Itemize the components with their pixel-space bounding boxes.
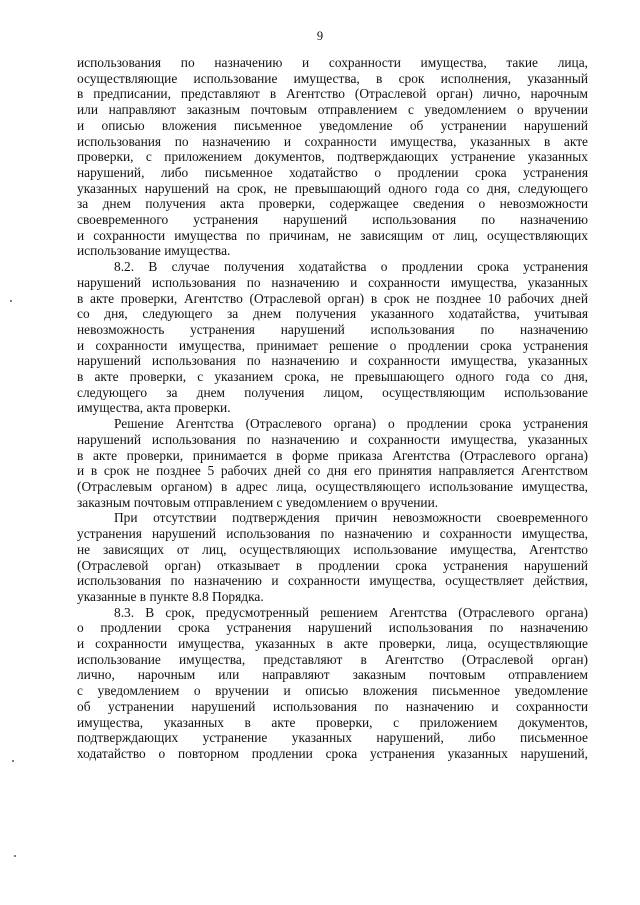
text-line: осуществляющие использование имущества, в срок исполнения, указанный xyxy=(77,70,588,86)
text-line: использование имущества, представляют в Агентство (Отраслевой орган) xyxy=(77,651,588,667)
text-line: и описью вложения письменное уведомление об устранении нарушений xyxy=(77,117,588,133)
text-line: о продлении срока устранения нарушений использования по назначению xyxy=(77,620,588,636)
text-line: в акте проверки, Агентство (Отраслевой орган) в срок не позднее 10 рабочих дней xyxy=(77,290,588,306)
text-line: или направляют заказным почтовым отправлением с уведомлением о вручении xyxy=(77,102,588,118)
text-line: устранения нарушений использования по назначению и сохранности имущества, xyxy=(77,526,588,542)
text-line: имущества, указанных в акте проверки, с приложением документов, xyxy=(77,714,588,730)
text-line: 8.2. В случае получения ходатайства о продлении срока устранения xyxy=(114,259,588,275)
text-line: При отсутствии подтверждения причин невозможности своевременного xyxy=(114,510,588,526)
text-line: в предписании, представляют в Агентство (Отраслевой орган) лично, нарочным xyxy=(77,86,588,102)
text-line: указанных нарушений на срок, не превышающий одного года со дня, следующего xyxy=(77,180,588,196)
paragraph-refusal xyxy=(77,510,588,604)
text-line: об устранении нарушений использования по назначению и сохранности xyxy=(77,698,588,714)
text-line: и сохранности имущества, принимает решение о продлении срока устранения xyxy=(77,337,588,353)
text-line: ходатайство о повторном продлении срока устранения указанных нарушений, xyxy=(77,745,588,761)
text-line: и в срок не позднее 5 рабочих дней со дня его принятия направляется Агентством xyxy=(77,463,588,479)
text-line: со дня, следующего за днем получения указанного ходатайства, учитывая xyxy=(77,306,588,322)
text-line: и сохранности имущества, указанных в акте проверки, лица, осуществляющие xyxy=(77,636,588,652)
text-line: подтверждающих устранение указанных нарушений, либо письменное xyxy=(77,730,588,746)
text-line: использование имущества. xyxy=(77,243,231,259)
text-line: с уведомлением о вручении и описью вложения письменное уведомление xyxy=(77,683,588,699)
text-line: (Отраслевой орган) отказывает в продлении срока устранения нарушений xyxy=(77,557,588,573)
text-line: использования по назначению и сохранности имущества, осуществляет действия, xyxy=(77,573,588,589)
text-line: нарушений, либо письменное ходатайство о продлении срока устранения xyxy=(77,164,588,180)
text-line: и сохранности имущества по причинам, не зависящим от лиц, осуществляющих xyxy=(77,227,588,243)
text-line: имущества, акта проверки. xyxy=(77,400,231,416)
paragraph-continuation xyxy=(77,55,588,259)
text-line: использования по назначению и сохранности имущества, такие лица, xyxy=(77,55,588,70)
paragraph-decision xyxy=(77,416,588,510)
scan-speck xyxy=(14,855,16,857)
text-line: следующего за днем получения лицом, осуществляющим использование xyxy=(77,384,588,400)
text-line: невозможность устранения нарушений использования по назначению xyxy=(77,321,588,337)
text-line: нарушений использования по назначению и сохранности имущества, указанных xyxy=(77,353,588,369)
paragraph-8-2 xyxy=(77,259,588,416)
document-body xyxy=(77,55,588,762)
text-line: в акте проверки, с указанием срока, не превышающего одного года со дня, xyxy=(77,369,588,385)
text-line: (Отраслевым органом) в адрес лица, осуществляющего использование имущества, xyxy=(77,478,588,494)
paragraph-8-3 xyxy=(77,605,588,762)
text-line: не зависящих от лиц, осуществляющих использование имущества, Агентство xyxy=(77,541,588,557)
text-line: 8.3. В срок, предусмотренный решением Агентства (Отраслевого органа) xyxy=(114,604,588,620)
text-line: за днем получения акта проверки, содержащее сведения о невозможности xyxy=(77,196,588,212)
text-line: заказным почтовым отправлением с уведомлением о вручении. xyxy=(77,494,439,510)
text-line: нарушений использования по назначению и сохранности имущества, указанных xyxy=(77,431,588,447)
text-line: указанные в пункте 8.8 Порядка. xyxy=(77,588,264,604)
text-line: в акте проверки, принимается в форме приказа Агентства (Отраслевого органа) xyxy=(77,447,588,463)
scan-speck xyxy=(12,760,14,762)
text-line: проверки, с приложением документов, подтверждающих устранение указанных xyxy=(77,149,588,165)
text-line: нарушений использования по назначению и сохранности имущества, указанных xyxy=(77,274,588,290)
page-number: 9 xyxy=(316,29,324,43)
text-line: использования по назначению и сохранности имущества, указанных в акте xyxy=(77,133,588,149)
text-line: Решение Агентства (Отраслевого органа) о продлении срока устранения xyxy=(114,416,588,432)
scan-speck xyxy=(10,300,12,302)
text-line: лично, нарочным или направляют заказным почтовым отправлением xyxy=(77,667,588,683)
text-line: своевременного устранения нарушений использования по назначению xyxy=(77,212,588,228)
